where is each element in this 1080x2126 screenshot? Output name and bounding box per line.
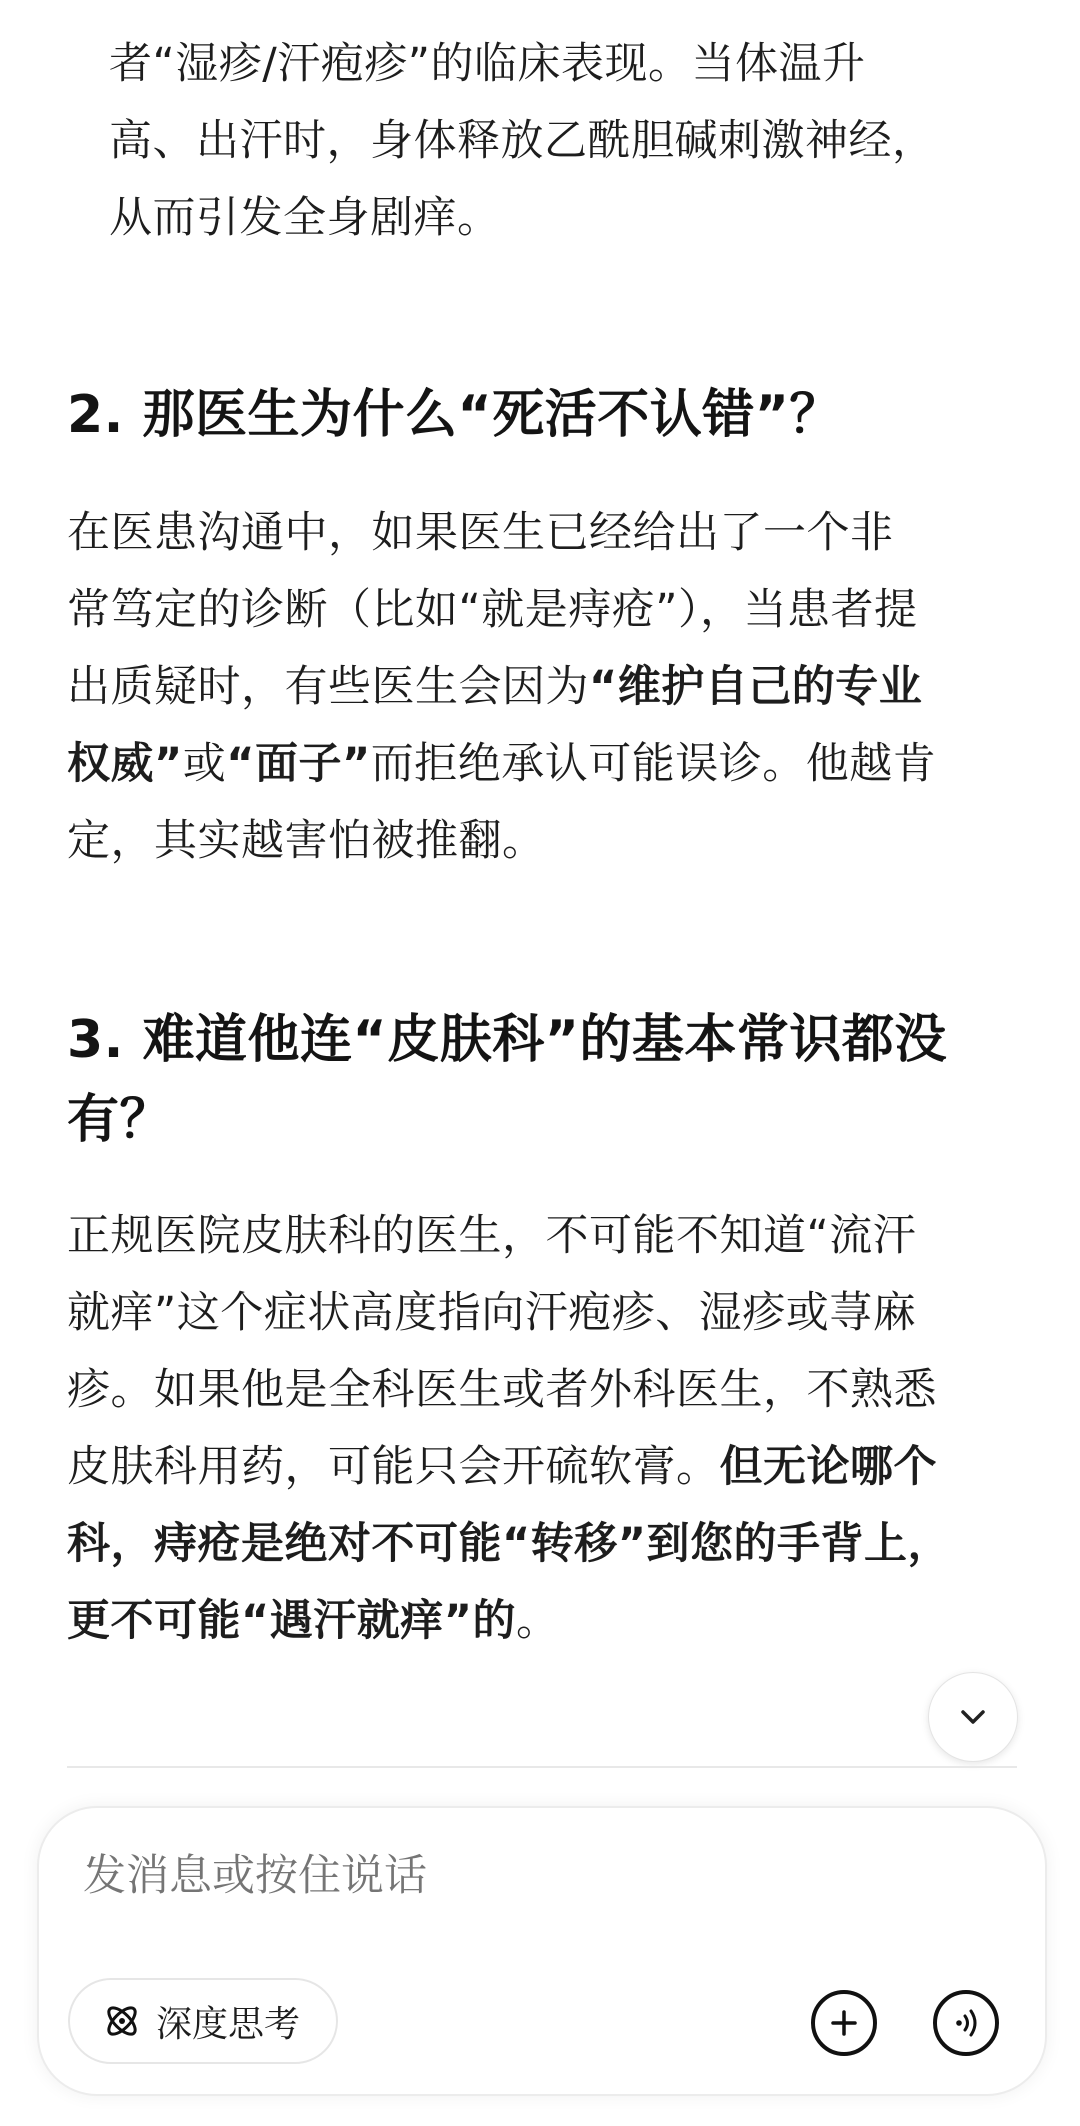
spacer bbox=[67, 455, 1013, 495]
add-button[interactable] bbox=[811, 1990, 877, 2056]
spacer bbox=[67, 257, 1013, 375]
section-2-line: 定，其实越害怕被推翻。 bbox=[67, 816, 546, 866]
deep-think-button[interactable] bbox=[68, 1978, 338, 2064]
text-run: 出质疑时，有些医生会因为 bbox=[67, 662, 589, 712]
bold-text-run: 权威” bbox=[67, 739, 183, 789]
divider bbox=[67, 1766, 1017, 1768]
bold-text-run: 更不可能“遇汗就痒”的 bbox=[67, 1596, 517, 1646]
deep-think-label: 深度思考 bbox=[156, 2003, 301, 2045]
section-2-line: 在医患沟通中，如果医生已经给出了一个非 bbox=[67, 508, 894, 558]
section-2-line: 常笃定的诊断（比如“就是痔疮”），当患者提 bbox=[67, 585, 918, 635]
spacer bbox=[67, 1160, 1013, 1198]
atom-icon bbox=[100, 1999, 144, 2043]
voice-button[interactable] bbox=[933, 1990, 999, 2056]
section-3-line bbox=[67, 1506, 1013, 1583]
assistant-message bbox=[67, 26, 1013, 1660]
intro-line: 高、出汗时，身体释放乙酰胆碱刺激神经， bbox=[109, 116, 936, 166]
text-run: 而拒绝承认可能误诊。他越肯 bbox=[370, 739, 937, 789]
bold-text-run: 但无论哪个 bbox=[719, 1442, 937, 1492]
section-2-heading: 2. 那医生为什么“死活不认错”？ bbox=[67, 385, 842, 445]
section-3-line: 正规医院皮肤科的医生，不可能不知道“流汗 bbox=[67, 1211, 917, 1261]
bold-text-run: 科，痔疮是绝对不可能“转移”到您的手背上， bbox=[67, 1519, 952, 1569]
text-run: 。 bbox=[516, 1596, 560, 1646]
intro-line: 从而引发全身剧痒。 bbox=[109, 193, 501, 243]
section-2-line bbox=[67, 649, 1013, 726]
section-2-line bbox=[67, 726, 1013, 803]
text-run: 或 bbox=[182, 739, 227, 789]
section-3-line bbox=[67, 1583, 1013, 1660]
plus-icon bbox=[826, 2005, 862, 2041]
section-3-line: 疹。如果他是全科医生或者外科医生，不熟悉 bbox=[67, 1365, 937, 1415]
section-3-heading-cont: 有？ bbox=[67, 1090, 173, 1150]
spacer bbox=[67, 880, 1013, 1000]
section-3-line: 就痒”这个症状高度指向汗疱疹、湿疹或荨麻 bbox=[67, 1288, 917, 1338]
chevron-down-icon bbox=[953, 1697, 993, 1737]
section-3-heading: 3. 难道他连“皮肤科”的基本常识都没 bbox=[67, 1010, 947, 1070]
scroll-to-bottom-button[interactable] bbox=[928, 1672, 1018, 1762]
section-3-line bbox=[67, 1429, 1013, 1506]
intro-line: 者“湿疹/汗疱疹”的临床表现。当体温升 bbox=[109, 39, 866, 89]
text-run: 皮肤科用药，可能只会开硫软膏。 bbox=[67, 1442, 720, 1492]
message-composer bbox=[37, 1806, 1047, 2096]
message-input[interactable] bbox=[83, 1846, 983, 1906]
bold-text-run: “维护自己的专业 bbox=[589, 662, 923, 712]
voice-wave-icon bbox=[946, 2003, 986, 2043]
bold-text-run: “面子” bbox=[226, 739, 371, 789]
